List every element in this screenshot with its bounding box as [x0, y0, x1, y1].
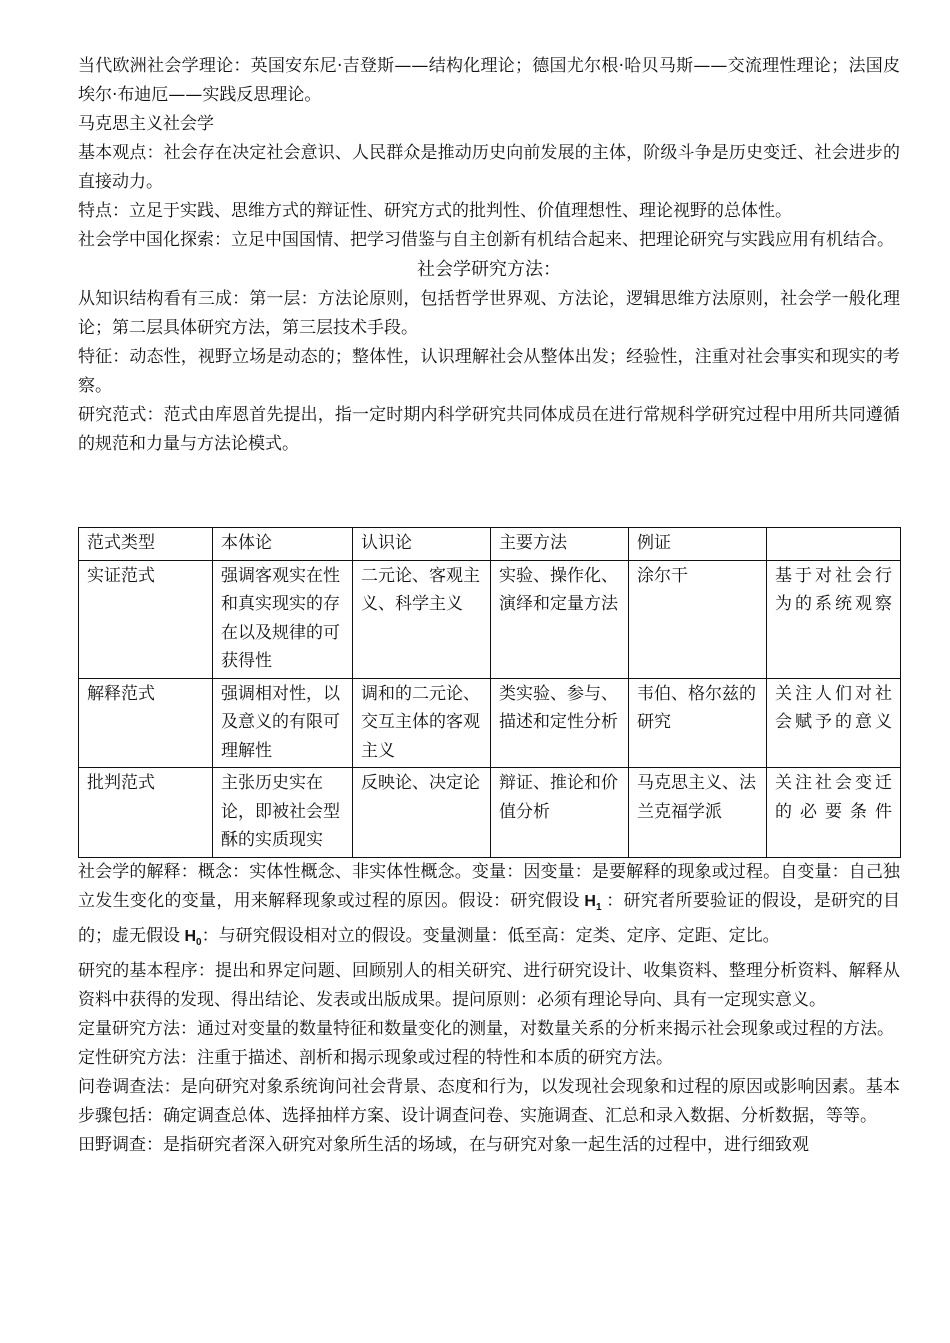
paradigm-paragraph: 研究范式：范式由库恩首先提出，指一定时期内科学研究共同体成员在进行常规科学研究过程中用所共同遵循的规范和力量与方法论模式。 — [78, 405, 900, 454]
basic-view-paragraph: 基本观点：社会存在决定社会意识、人民群众是推动历史向前发展的主体，阶级斗争是历史变迁、社会进步的直接动力。 — [78, 143, 900, 192]
header-cell: 范式类型 — [79, 528, 213, 561]
h0-symbol: $H_0$ — [184, 927, 202, 948]
qualitative-paragraph: 定性研究方法：注重于描述、剖析和揭示现象或过程的特性和本质的研究方法。 — [78, 1047, 673, 1068]
quantitative-paragraph: 定量研究方法：通过对变量的数量特征和数量变化的测量，对数量关系的分析来揭示社会现象或过程的方法。 — [78, 1018, 894, 1039]
header-cell: 主要方法 — [491, 528, 629, 561]
fieldwork-paragraph: 田野调查：是指研究者深入研究对象所生活的场域，在与研究对象一起生活的过程中，进行细致观 — [78, 1134, 809, 1155]
survey-paragraph: 问卷调查法：是向研究对象系统询问社会背景、态度和行为，以发现社会现象和过程的原因或影响因素。基本步骤包括：确定调查总体、选择抽样方案、设计调查问卷、实施调查、汇总和录入数据、分析数据，等等。 — [78, 1076, 900, 1126]
table-cell: 韦伯、格尔兹的研究 — [629, 678, 767, 768]
procedure-paragraph: 研究的基本程序：提出和界定问题、回顾别人的相关研究、进行研究设计、收集资料、整理分析资料、解释从资料中获得的发现、得出结论、发表或出版成果。提问原则：必须有理论导向、具有一定现实意义。 — [78, 960, 900, 1010]
table-cell: 反映论、决定论 — [353, 768, 491, 858]
marxist-sociology-title: 马克思主义社会学 — [78, 114, 214, 134]
table-cell: 辩证、推论和价值分析 — [491, 768, 629, 858]
table-cell: 实验、操作化、演绎和定量方法 — [491, 560, 629, 678]
table-cell: 批判范式 — [79, 768, 213, 858]
explanation-paragraph — [78, 858, 900, 957]
table-cell: 调和的二元论、交互主体的客观主义 — [353, 678, 491, 768]
table-row — [79, 560, 901, 678]
blank-gap — [78, 459, 900, 517]
table-cell: 强调相对性，以及意义的有限可理解性 — [213, 678, 353, 768]
european-theory-paragraph: 当代欧洲社会学理论：英国安东尼·吉登斯——结构化理论；德国尤尔根·哈贝马斯——交流理性理论；法国皮埃尔·布迪厄——实践反思理论。 — [78, 56, 900, 105]
explanation-text-c: ：与研究假设相对立的假设。变量测量：低至高：定类、定序、定距、定比。 — [201, 925, 780, 946]
explanation-text-a: 社会学的解释：概念：实体性概念、非实体性概念。变量：因变量：是要解释的现象或过程。自变量：自己独立发生变化的变量，用来解释现象或过程的原因。假设：研究假设 — [78, 861, 900, 911]
sinicization-paragraph: 社会学中国化探索：立足中国国情、把学习借鉴与自主创新有机结合起来、把理论研究与实践应用有机结合。 — [78, 230, 894, 250]
header-cell — [767, 528, 901, 561]
table-cell: 二元论、客观主义、科学主义 — [353, 560, 491, 678]
document-page — [78, 52, 900, 1160]
features-paragraph: 特点：立足于实践、思维方式的辩证性、研究方式的批判性、价值理想性、理论视野的总体性。 — [78, 201, 792, 221]
table-cell: 强调客观实在性和真实现实的存在以及规律的可获得性 — [213, 560, 353, 678]
explanation-text-b: ：研究者所要验证的假设，是研究的目的；虚无假设 — [78, 890, 901, 946]
h1-symbol: $H_1$ — [584, 892, 602, 913]
header-cell: 本体论 — [213, 528, 353, 561]
table-row — [79, 678, 901, 768]
table-cell: 实证范式 — [79, 560, 213, 678]
table-cell: 马克思主义、法兰克福学派 — [629, 768, 767, 858]
methods-heading: 社会学研究方法： — [417, 259, 561, 280]
table-cell: 类实验、参与、描述和定性分析 — [491, 678, 629, 768]
table-cell: 基于对社会行为的系统观察 — [767, 560, 901, 678]
table-cell: 涂尔干 — [629, 560, 767, 678]
characteristics-paragraph: 特征：动态性，视野立场是动态的；整体性，认识理解社会从整体出发；经验性，注重对社会事实和现实的考察。 — [78, 347, 900, 396]
table-row — [79, 768, 901, 858]
header-cell: 认识论 — [353, 528, 491, 561]
header-cell: 例证 — [629, 528, 767, 561]
table-cell: 解释范式 — [79, 678, 213, 768]
table-cell: 关注人们对社会赋予的意义 — [767, 678, 901, 768]
knowledge-structure-paragraph: 从知识结构看有三成：第一层：方法论原则，包括哲学世界观、方法论，逻辑思维方法原则，社会学一般化理论；第二层具体研究方法，第三层技术手段。 — [78, 289, 900, 338]
table-cell: 主张历史实在论，即被社会型酥的实质现实 — [213, 768, 353, 858]
table-cell: 关注社会变迁的必要条件 — [767, 768, 901, 858]
table-header-row — [79, 528, 901, 561]
paradigm-table — [78, 527, 901, 858]
